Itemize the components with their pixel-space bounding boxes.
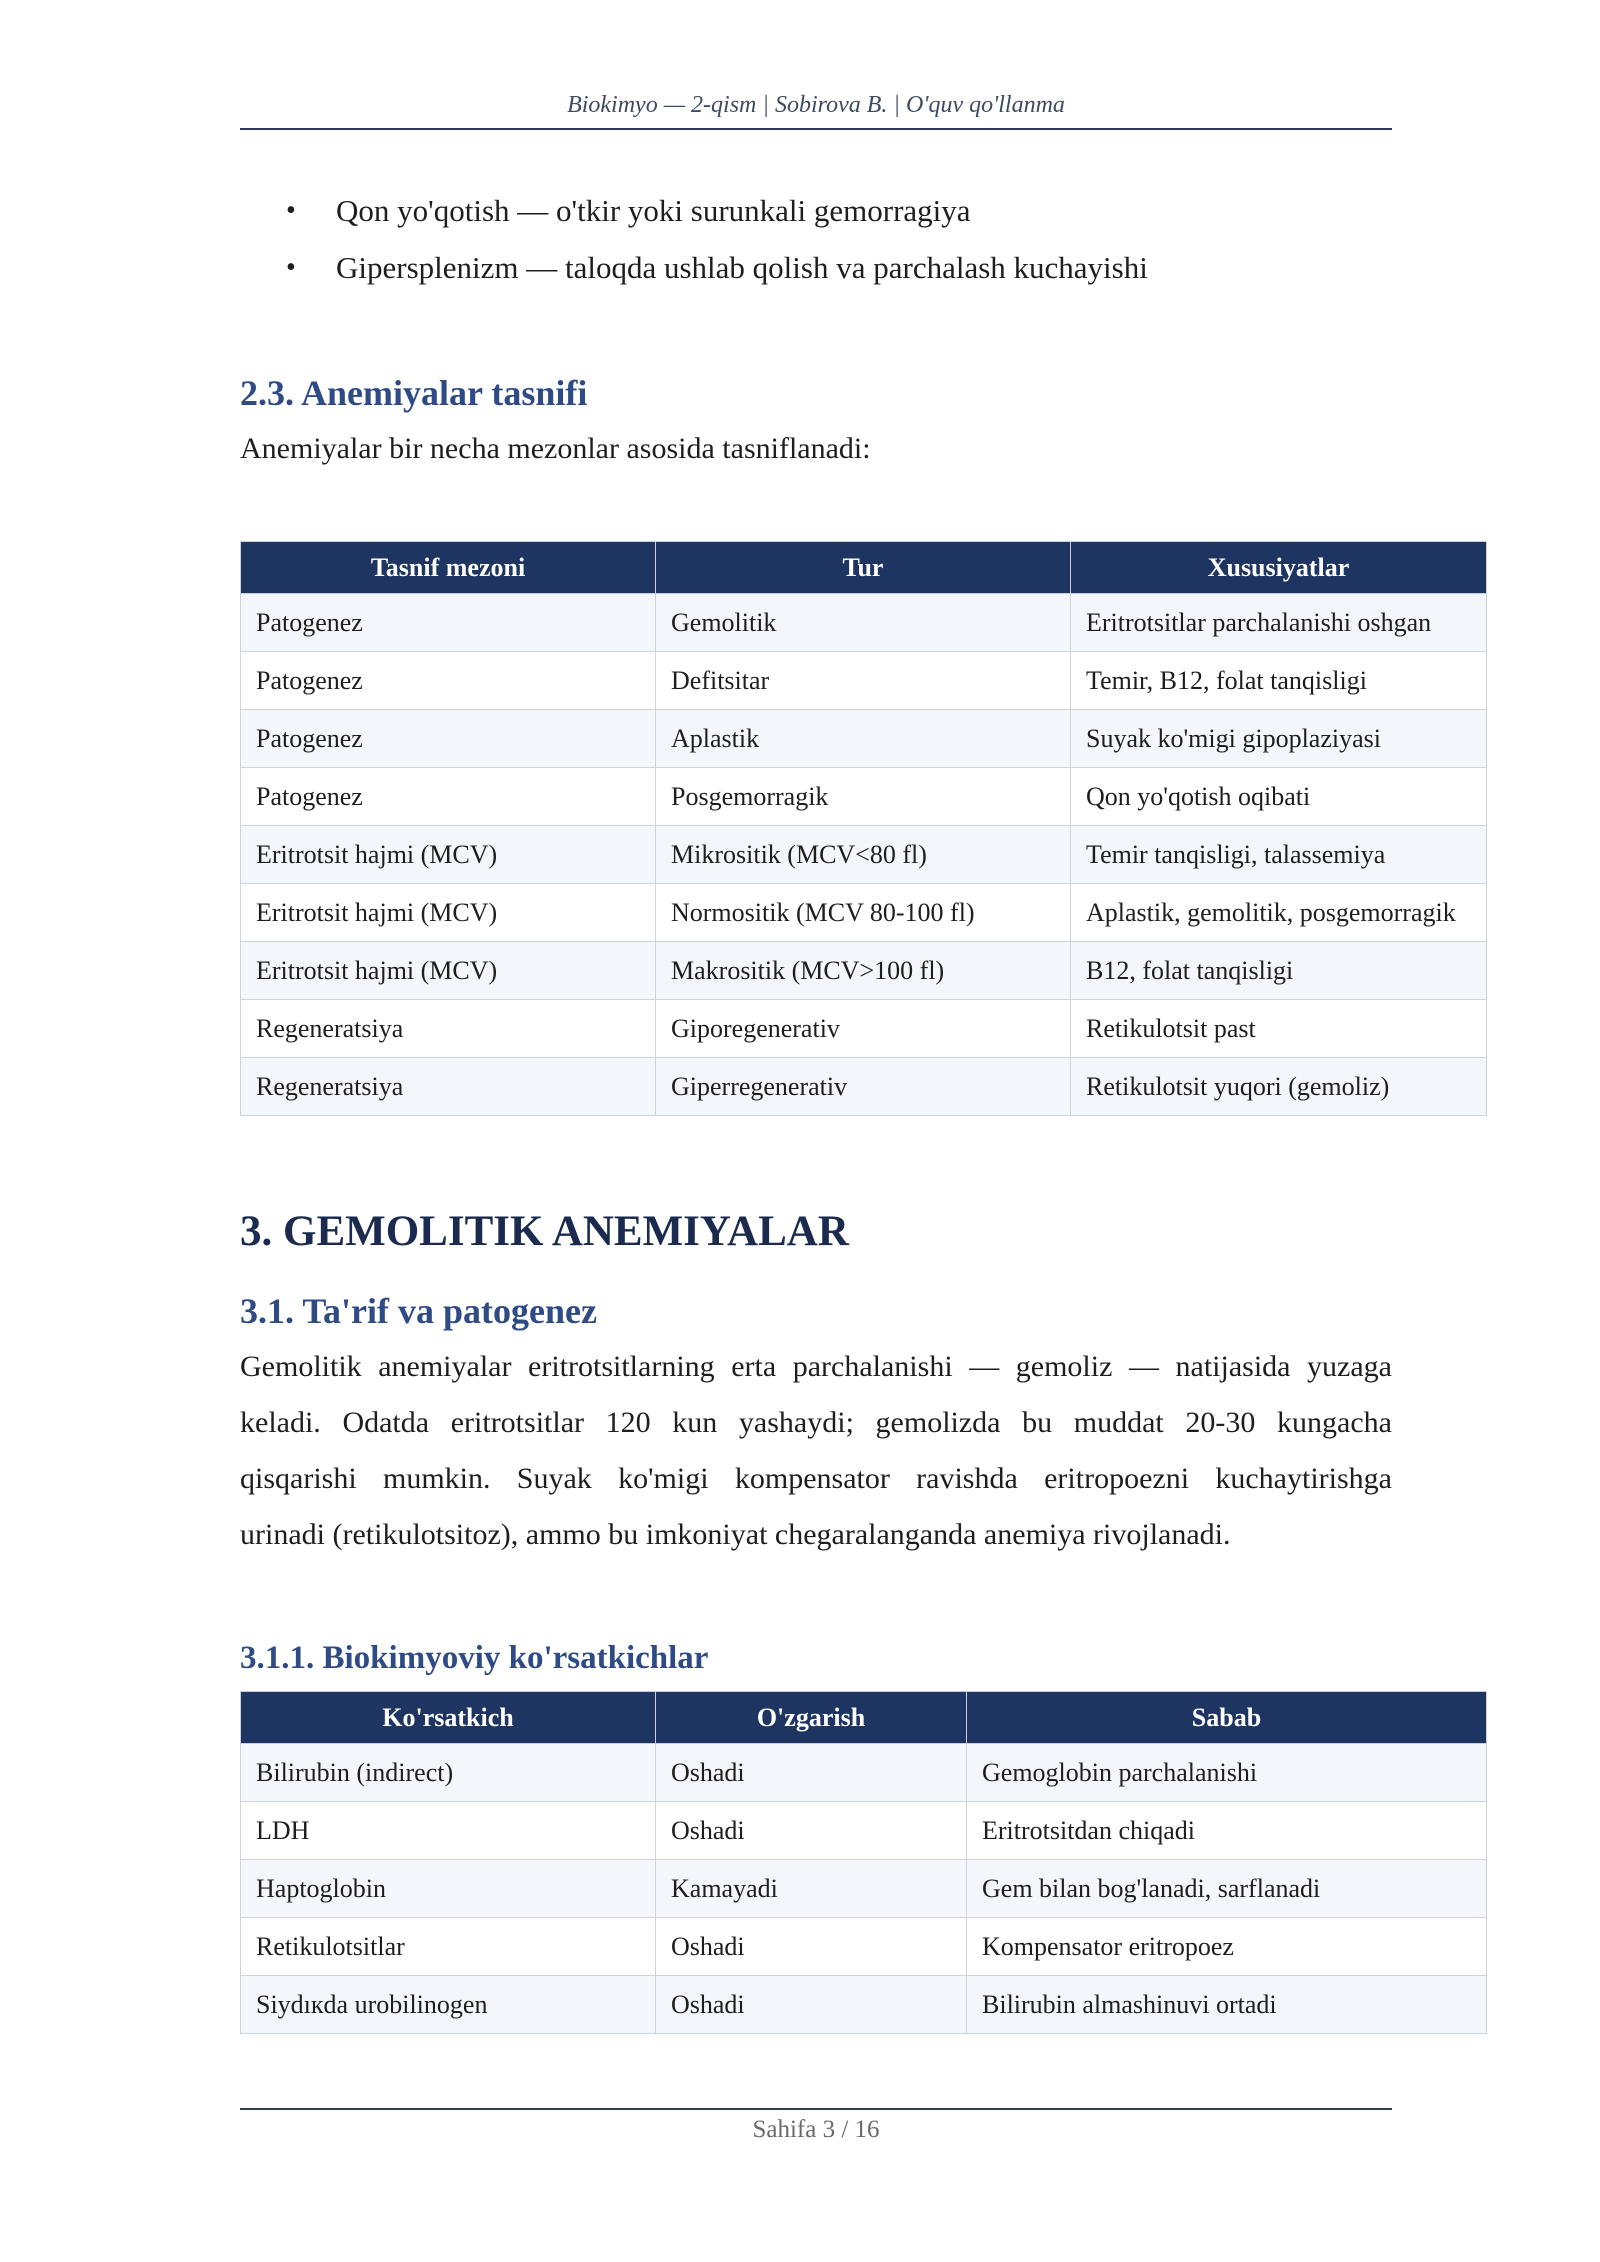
table-cell: Patogenez (241, 594, 656, 652)
biochemical-markers-table (240, 1691, 1487, 2034)
table-cell: Oshadi (656, 1802, 967, 1860)
page-number: Sahifa 3 / 16 (752, 2116, 880, 2143)
section-intro: Anemiyalar bir necha mezonlar asosida tasniflanadi: (240, 432, 871, 465)
table-cell: Giperregenerativ (656, 1058, 1071, 1116)
table-row (241, 652, 1487, 710)
paragraph-line: qisqarishi mumkin. Suyak ko'migi kompensator ravishda eritropoezni kuchaytirishga (240, 1462, 1392, 1495)
table-cell: Kompensator eritropoez (967, 1918, 1487, 1976)
table-cell: Haptoglobin (241, 1860, 656, 1918)
table-cell: Gemoglobin parchalanishi (967, 1744, 1487, 1802)
table-header-row (241, 1692, 1487, 1744)
table-row (241, 826, 1487, 884)
table-cell: Suyak ko'migi gipoplaziyasi (1071, 710, 1487, 768)
table-cell: Kamayadi (656, 1860, 967, 1918)
table-cell: LDH (241, 1802, 656, 1860)
table-row (241, 1802, 1487, 1860)
table-row (241, 1000, 1487, 1058)
body-paragraph (240, 1347, 1392, 1571)
table-cell: Eritrotsit hajmi (MCV) (241, 884, 656, 942)
table-cell: Patogenez (241, 768, 656, 826)
bullet-item: • Gipersplenizm — taloqda ushlab qolish va parchalash kuchayishi (240, 243, 1392, 300)
column-header: Tur (656, 542, 1071, 594)
bullet-item: • Qon yo'qotish — o'tkir yoki surunkali gemorragiya (240, 186, 1392, 243)
table-cell: Eritrotsit hajmi (MCV) (241, 942, 656, 1000)
table-cell: Gemolitik (656, 594, 1071, 652)
column-header: Sabab (967, 1692, 1487, 1744)
table-cell: Patogenez (241, 652, 656, 710)
bullet-marker: • (286, 195, 296, 226)
table-cell: Retikulotsit yuqori (gemoliz) (1071, 1058, 1487, 1116)
column-header: O'zgarish (656, 1692, 967, 1744)
table-cell: Posgemorragik (656, 768, 1071, 826)
bullet-list (240, 186, 1392, 300)
section-heading-2-3: 2.3. Anemiyalar tasnifi (240, 373, 588, 413)
table-cell: Defitsitar (656, 652, 1071, 710)
table-row (241, 942, 1487, 1000)
table-row (241, 1976, 1487, 2034)
table-row (241, 1744, 1487, 1802)
table-cell: Mikrositik (MCV<80 fl) (656, 826, 1071, 884)
paragraph-line: Gemolitik anemiyalar eritrotsitlarning erta parchalanishi — gemoliz — natijasida yuzaga (240, 1350, 1392, 1383)
table-cell: Patogenez (241, 710, 656, 768)
table-cell: Normositik (MCV 80-100 fl) (656, 884, 1071, 942)
footer-divider (240, 2108, 1392, 2110)
table-row (241, 710, 1487, 768)
table-row (241, 594, 1487, 652)
table-cell: Aplastik, gemolitik, posgemorragik (1071, 884, 1487, 942)
table-cell: Aplastik (656, 710, 1071, 768)
table-cell: Bilirubin (indirect) (241, 1744, 656, 1802)
table-cell: Regeneratsiya (241, 1058, 656, 1116)
column-header: Ko'rsatkich (241, 1692, 656, 1744)
paragraph-line: urinadi (retikulotsitoz), ammo bu imkoniyat chegaralanganda anemiya rivojlanadi. (240, 1518, 1231, 1551)
table-row (241, 768, 1487, 826)
table-cell: Temir, B12, folat tanqisligi (1071, 652, 1487, 710)
table-cell: Siydıкda urobilinogen (241, 1976, 656, 2034)
table-cell: Makrositik (MCV>100 fl) (656, 942, 1071, 1000)
table-row (241, 884, 1487, 942)
bullet-marker: • (286, 252, 296, 283)
table-row (241, 1058, 1487, 1116)
table-cell: Retikulotsit past (1071, 1000, 1487, 1058)
table-cell: Regeneratsiya (241, 1000, 656, 1058)
column-header: Tasnif mezoni (241, 542, 656, 594)
running-header: Biokimyo — 2-qism | Sobirova B. | O'quv qo'llanma (567, 92, 1065, 118)
classification-table (240, 541, 1487, 1116)
paragraph-line: keladi. Odatda eritrotsitlar 120 kun yashaydi; gemolizda bu muddat 20-30 kungacha (240, 1406, 1392, 1439)
table-cell: Eritrotsitlar parchalanishi oshgan (1071, 594, 1487, 652)
header-divider (240, 128, 1392, 130)
table-cell: Temir tanqisligi, talassemiya (1071, 826, 1487, 884)
table-header-row (241, 542, 1487, 594)
table-cell: Eritrotsitdan chiqadi (967, 1802, 1487, 1860)
table-cell: Giporegenerativ (656, 1000, 1071, 1058)
table-cell: Gem bilan bog'lanadi, sarflanadi (967, 1860, 1487, 1918)
table-cell: Oshadi (656, 1744, 967, 1802)
subsection-heading-3-1-1: 3.1.1. Biokimyoviy ko'rsatkichlar (240, 1640, 709, 1676)
table-cell: Bilirubin almashinuvi ortadi (967, 1976, 1487, 2034)
table-cell: Retikulotsitlar (241, 1918, 656, 1976)
table-cell: B12, folat tanqisligi (1071, 942, 1487, 1000)
table-row (241, 1918, 1487, 1976)
chapter-heading-3: 3. GEMOLITIK ANEMIYALAR (240, 1208, 849, 1255)
column-header: Xususiyatlar (1071, 542, 1487, 594)
table-cell: Oshadi (656, 1918, 967, 1976)
table-cell: Qon yo'qotish oqibati (1071, 768, 1487, 826)
table-row (241, 1860, 1487, 1918)
table-cell: Eritrotsit hajmi (MCV) (241, 826, 656, 884)
table-cell: Oshadi (656, 1976, 967, 2034)
section-heading-3-1: 3.1. Ta'rif va patogenez (240, 1291, 597, 1331)
